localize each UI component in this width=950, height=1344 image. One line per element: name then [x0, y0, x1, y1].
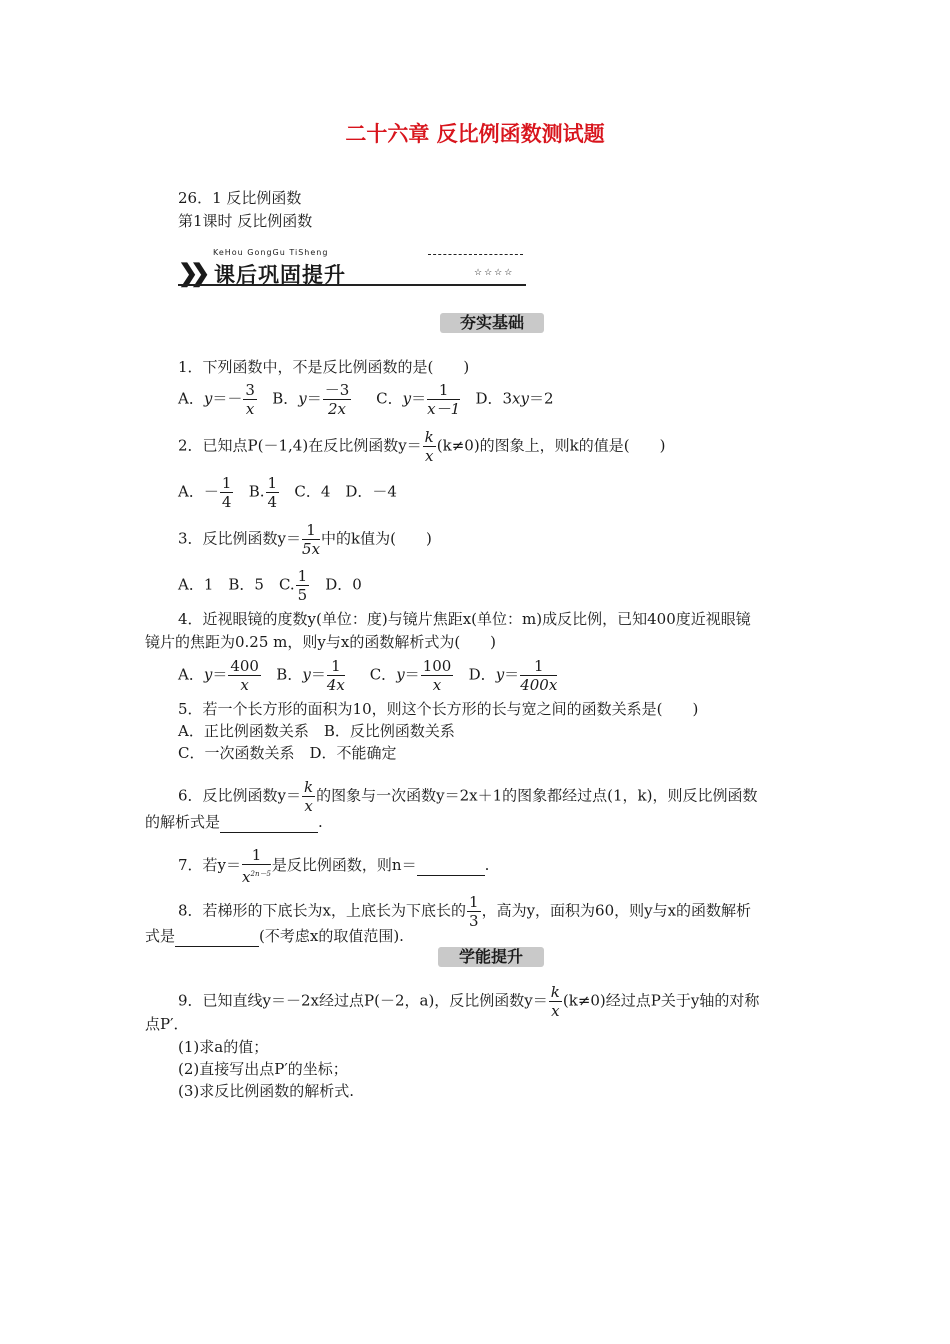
question-8-stem: 8．若梯形的下底长为x，上底长为下底长的 $\frac{1}{3}$ ，高为y，面积为60，则y与x的函数解析 — [178, 893, 752, 930]
question-3-text-b: 中的k值为( ) — [321, 529, 432, 548]
question-9-text-a: 9．已知直线y＝－2x经过点P(－2，a)，反比例函数y＝ — [178, 991, 548, 1010]
question-6-stem: 6．反比例函数y＝ $\frac{k}{x}$ 的图象与一次函数y＝2x＋1的图象都经过点(1，k)，则反比例函数 — [178, 778, 758, 815]
question-8-line-2 — [145, 926, 404, 947]
question-8-text-b: ，高为y，面积为60，则y与x的函数解析 — [481, 901, 752, 920]
question-1-stem: 1．下列函数中，不是反比例函数的是( ) — [178, 358, 470, 376]
question-9-part-2: (2)直接写出点P′的坐标； — [178, 1060, 348, 1078]
question-5-stem: 5．若一个长方形的面积为10，则这个长方形的长与宽之间的函数关系是( ) — [178, 700, 699, 718]
answer-blank[interactable] — [417, 855, 485, 876]
page-title: 二十六章 反比例函数测试题 — [345, 122, 605, 146]
question-9-part-3: (3)求反比例函数的解析式. — [178, 1082, 355, 1100]
question-3-stem: 3．反比例函数y＝ $\frac{1}{5x}$ 中的k值为( ) — [178, 521, 432, 558]
question-3-opts-a: A．1 B．5 C. — [178, 575, 295, 594]
question-9-line-2: 点P′． — [145, 1015, 189, 1033]
question-2-text-b: (k≠0)的图象上，则k的值是( ) — [436, 436, 666, 455]
question-4-line-2: 镜片的焦距为0.25 m，则y与x的函数解析式为( ) — [145, 633, 497, 651]
question-6-line-2 — [145, 812, 323, 833]
question-2-stem: 2．已知点P(－1,4)在反比例函数y＝ $\frac{k}{x}$ (k≠0)的图象上，则k的值是( ) — [178, 428, 666, 465]
banner-rule — [178, 284, 526, 286]
difficulty-stars: ☆☆☆☆ — [474, 268, 515, 278]
section-banner — [178, 248, 526, 290]
question-7-stem: 7．若y＝ $\frac{1}{x^{2n-5}}$ 是反比例函数，则n＝ . — [178, 846, 490, 886]
question-7-text-b: 是反比例函数，则n＝ — [271, 856, 417, 874]
question-2-text-a: 2．已知点P(－1,4)在反比例函数y＝ — [178, 436, 422, 455]
question-5-options-ab: A．正比例函数关系 B．反比例函数关系 — [178, 722, 455, 740]
question-3-text-a: 3．反比例函数y＝ — [178, 529, 302, 548]
question-6-text-d: . — [318, 813, 323, 831]
double-chevron-icon: ❯❯ — [178, 258, 203, 287]
question-7-text-c: . — [484, 856, 490, 874]
question-9-stem: 9．已知直线y＝－2x经过点P(－2，a)，反比例函数y＝ $\frac{k}{x}$ (k≠0)经过点P关于y轴的对称 — [178, 983, 760, 1020]
question-4-options: A．y＝ $\frac{400}{x}$ B．y＝ $\frac{1}{4x}$ C．y＝ $\frac{100}{x}$ D．y＝ $\frac{1}{400x}$ — [178, 657, 558, 694]
question-9-text-b: (k≠0)经过点P关于y轴的对称 — [562, 991, 760, 1010]
question-7-text-a: 7．若y＝ — [178, 856, 242, 874]
part-label-basics: 夯实基础 — [440, 313, 544, 333]
question-8-text-a: 8．若梯形的下底长为x，上底长为下底长的 — [178, 901, 467, 920]
question-5-options-cd: C．一次函数关系 D．不能确定 — [178, 744, 397, 762]
question-6-text-c: 的解析式是 — [145, 813, 221, 831]
section-heading: 26．1 反比例函数 — [178, 189, 302, 207]
lesson-heading: 第1课时 反比例函数 — [178, 212, 313, 230]
question-6-text-b: 的图象与一次函数y＝2x＋1的图象都经过点(1，k)，则反比例函数 — [316, 786, 758, 805]
question-8-text-d: (不考虑x的取值范围). — [259, 927, 404, 945]
part-label-advanced: 学能提升 — [438, 947, 544, 967]
question-4-line-1: 4．近视眼镜的度数y(单位：度)与镜片焦距x(单位：m)成反比例，已知400度近视眼镜 — [178, 610, 751, 628]
banner-dashed-rule — [428, 254, 523, 255]
question-8-text-c: 式是 — [145, 927, 176, 945]
question-2-options: A．－ $\frac{1}{4}$ B. $\frac{1}{4}$ C．4 D．－4 — [178, 474, 397, 511]
banner-pinyin: KeHou GongGu TiSheng — [213, 248, 329, 257]
banner-title: 课后巩固提升 — [214, 263, 346, 287]
question-3-options: A．1 B．5 C. $\frac{1}{5}$ D．0 — [178, 567, 362, 604]
answer-blank[interactable] — [220, 812, 318, 833]
question-3-opts-b: D．0 — [310, 575, 362, 594]
question-6-text-a: 6．反比例函数y＝ — [178, 786, 302, 805]
question-1-options: A．y＝－ $\frac{3}{x}$ B．y＝ $\frac{-3}{2x}$ C．y＝ $\frac{1}{x-1}$ D．3xy＝2 — [178, 381, 554, 418]
question-9-part-1: (1)求a的值； — [178, 1038, 269, 1056]
answer-blank[interactable] — [175, 926, 259, 947]
